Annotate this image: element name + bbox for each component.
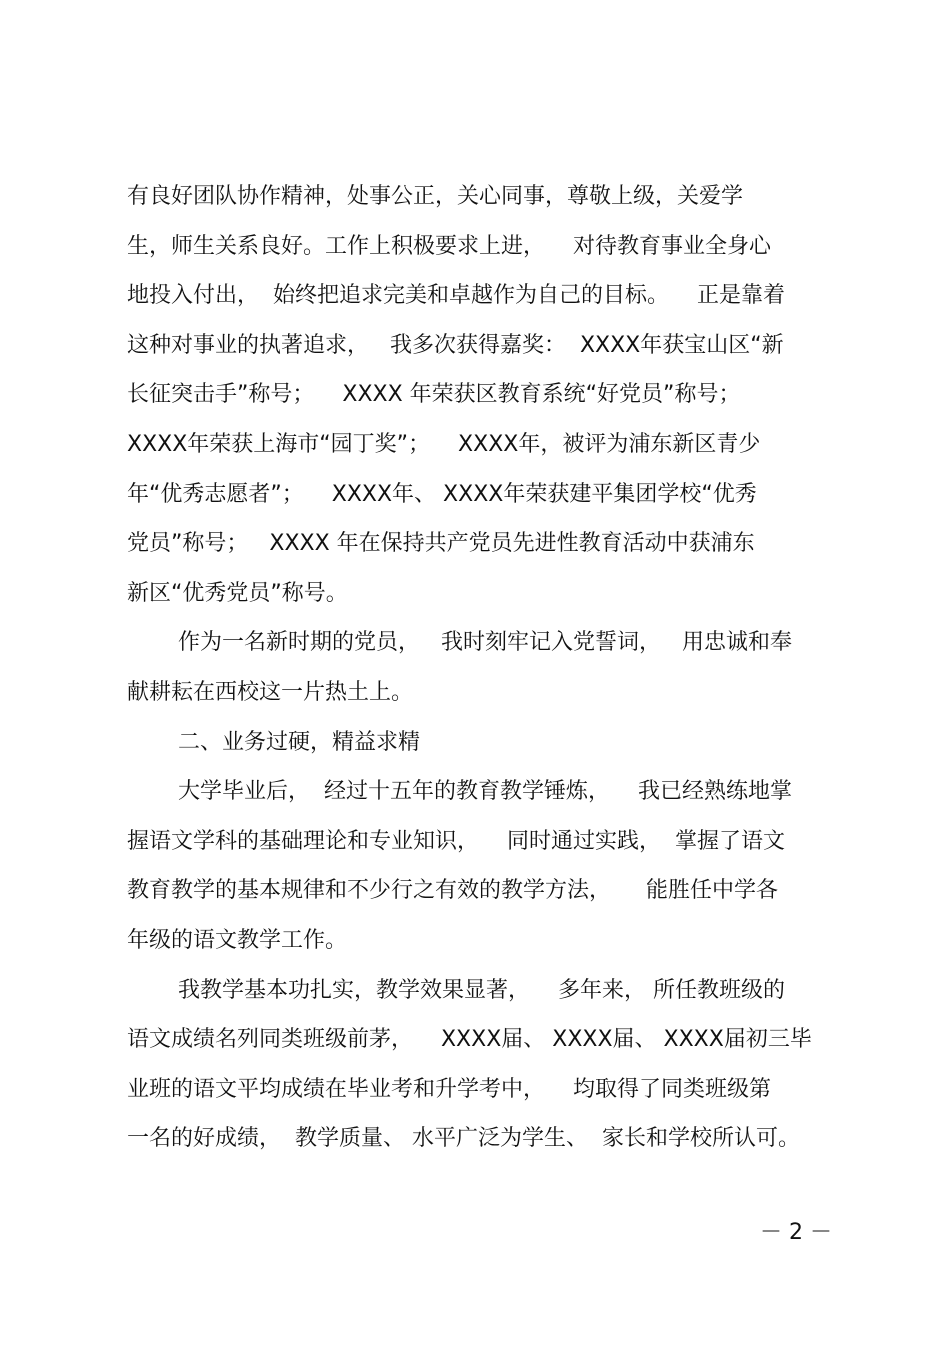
text-line: 献耕耘在西校这一片热土上。 — [127, 679, 414, 705]
text-line: XXXX年荣获上海市“园丁奖”； XXXX年，被评为浦东新区青少 — [127, 431, 761, 457]
text-line: 语文成绩名列同类班级前茅， XXXX届、 XXXX届、 XXXX届初三毕 — [127, 1027, 812, 1053]
paragraph-start-line: 大学毕业后， 经过十五年的教育教学锤炼， 我已经熟练地掌 — [178, 779, 792, 805]
section-heading: 二、业务过硬，精益求精 — [178, 729, 421, 755]
text-line: 握语文学科的基础理论和专业知识， 同时通过实践， 掌握了语文 — [127, 828, 785, 854]
text-line: 党员”称号； XXXX 年在保持共产党员先进性教育活动中获浦东 — [127, 531, 755, 557]
text-line: 生，师生关系良好。工作上积极要求上进， 对待教育事业全身心 — [127, 233, 771, 259]
paragraph-start-line: 作为一名新时期的党员， 我时刻牢记入党誓词， 用忠诚和奉 — [178, 630, 792, 656]
text-line: 新区“优秀党员”称号。 — [127, 580, 348, 606]
text-line: 年级的语文教学工作。 — [127, 927, 348, 953]
document-body — [127, 172, 827, 1164]
text-line: 业班的语文平均成绩在毕业考和升学考中， 均取得了同类班级第 — [127, 1076, 771, 1102]
text-line: 这种对事业的执著追求， 我多次获得嘉奖： XXXX年获宝山区“新 — [127, 332, 784, 358]
page-number: － 2 － — [760, 1220, 832, 1245]
text-line: 地投入付出， 始终把追求完美和卓越作为自己的目标。 正是靠着 — [127, 283, 785, 309]
text-line: 年“优秀志愿者”； XXXX年、 XXXX年荣获建平集团学校“优秀 — [127, 481, 757, 507]
paragraph-start-line: 我教学基本功扎实，教学效果显著， 多年来， 所任教班级的 — [178, 977, 785, 1003]
text-line: 一名的好成绩， 教学质量、 水平广泛为学生、 家长和学校所认可。 — [127, 1126, 800, 1152]
text-line: 教育教学的基本规律和不少行之有效的教学方法， 能胜任中学各 — [127, 878, 778, 904]
text-line: 有良好团队协作精神，处事公正，关心同事，尊敬上级，关爱学 — [127, 184, 744, 209]
text-line: 长征突击手”称号； XXXX 年荣获区教育系统“好党员”称号； — [127, 382, 741, 408]
